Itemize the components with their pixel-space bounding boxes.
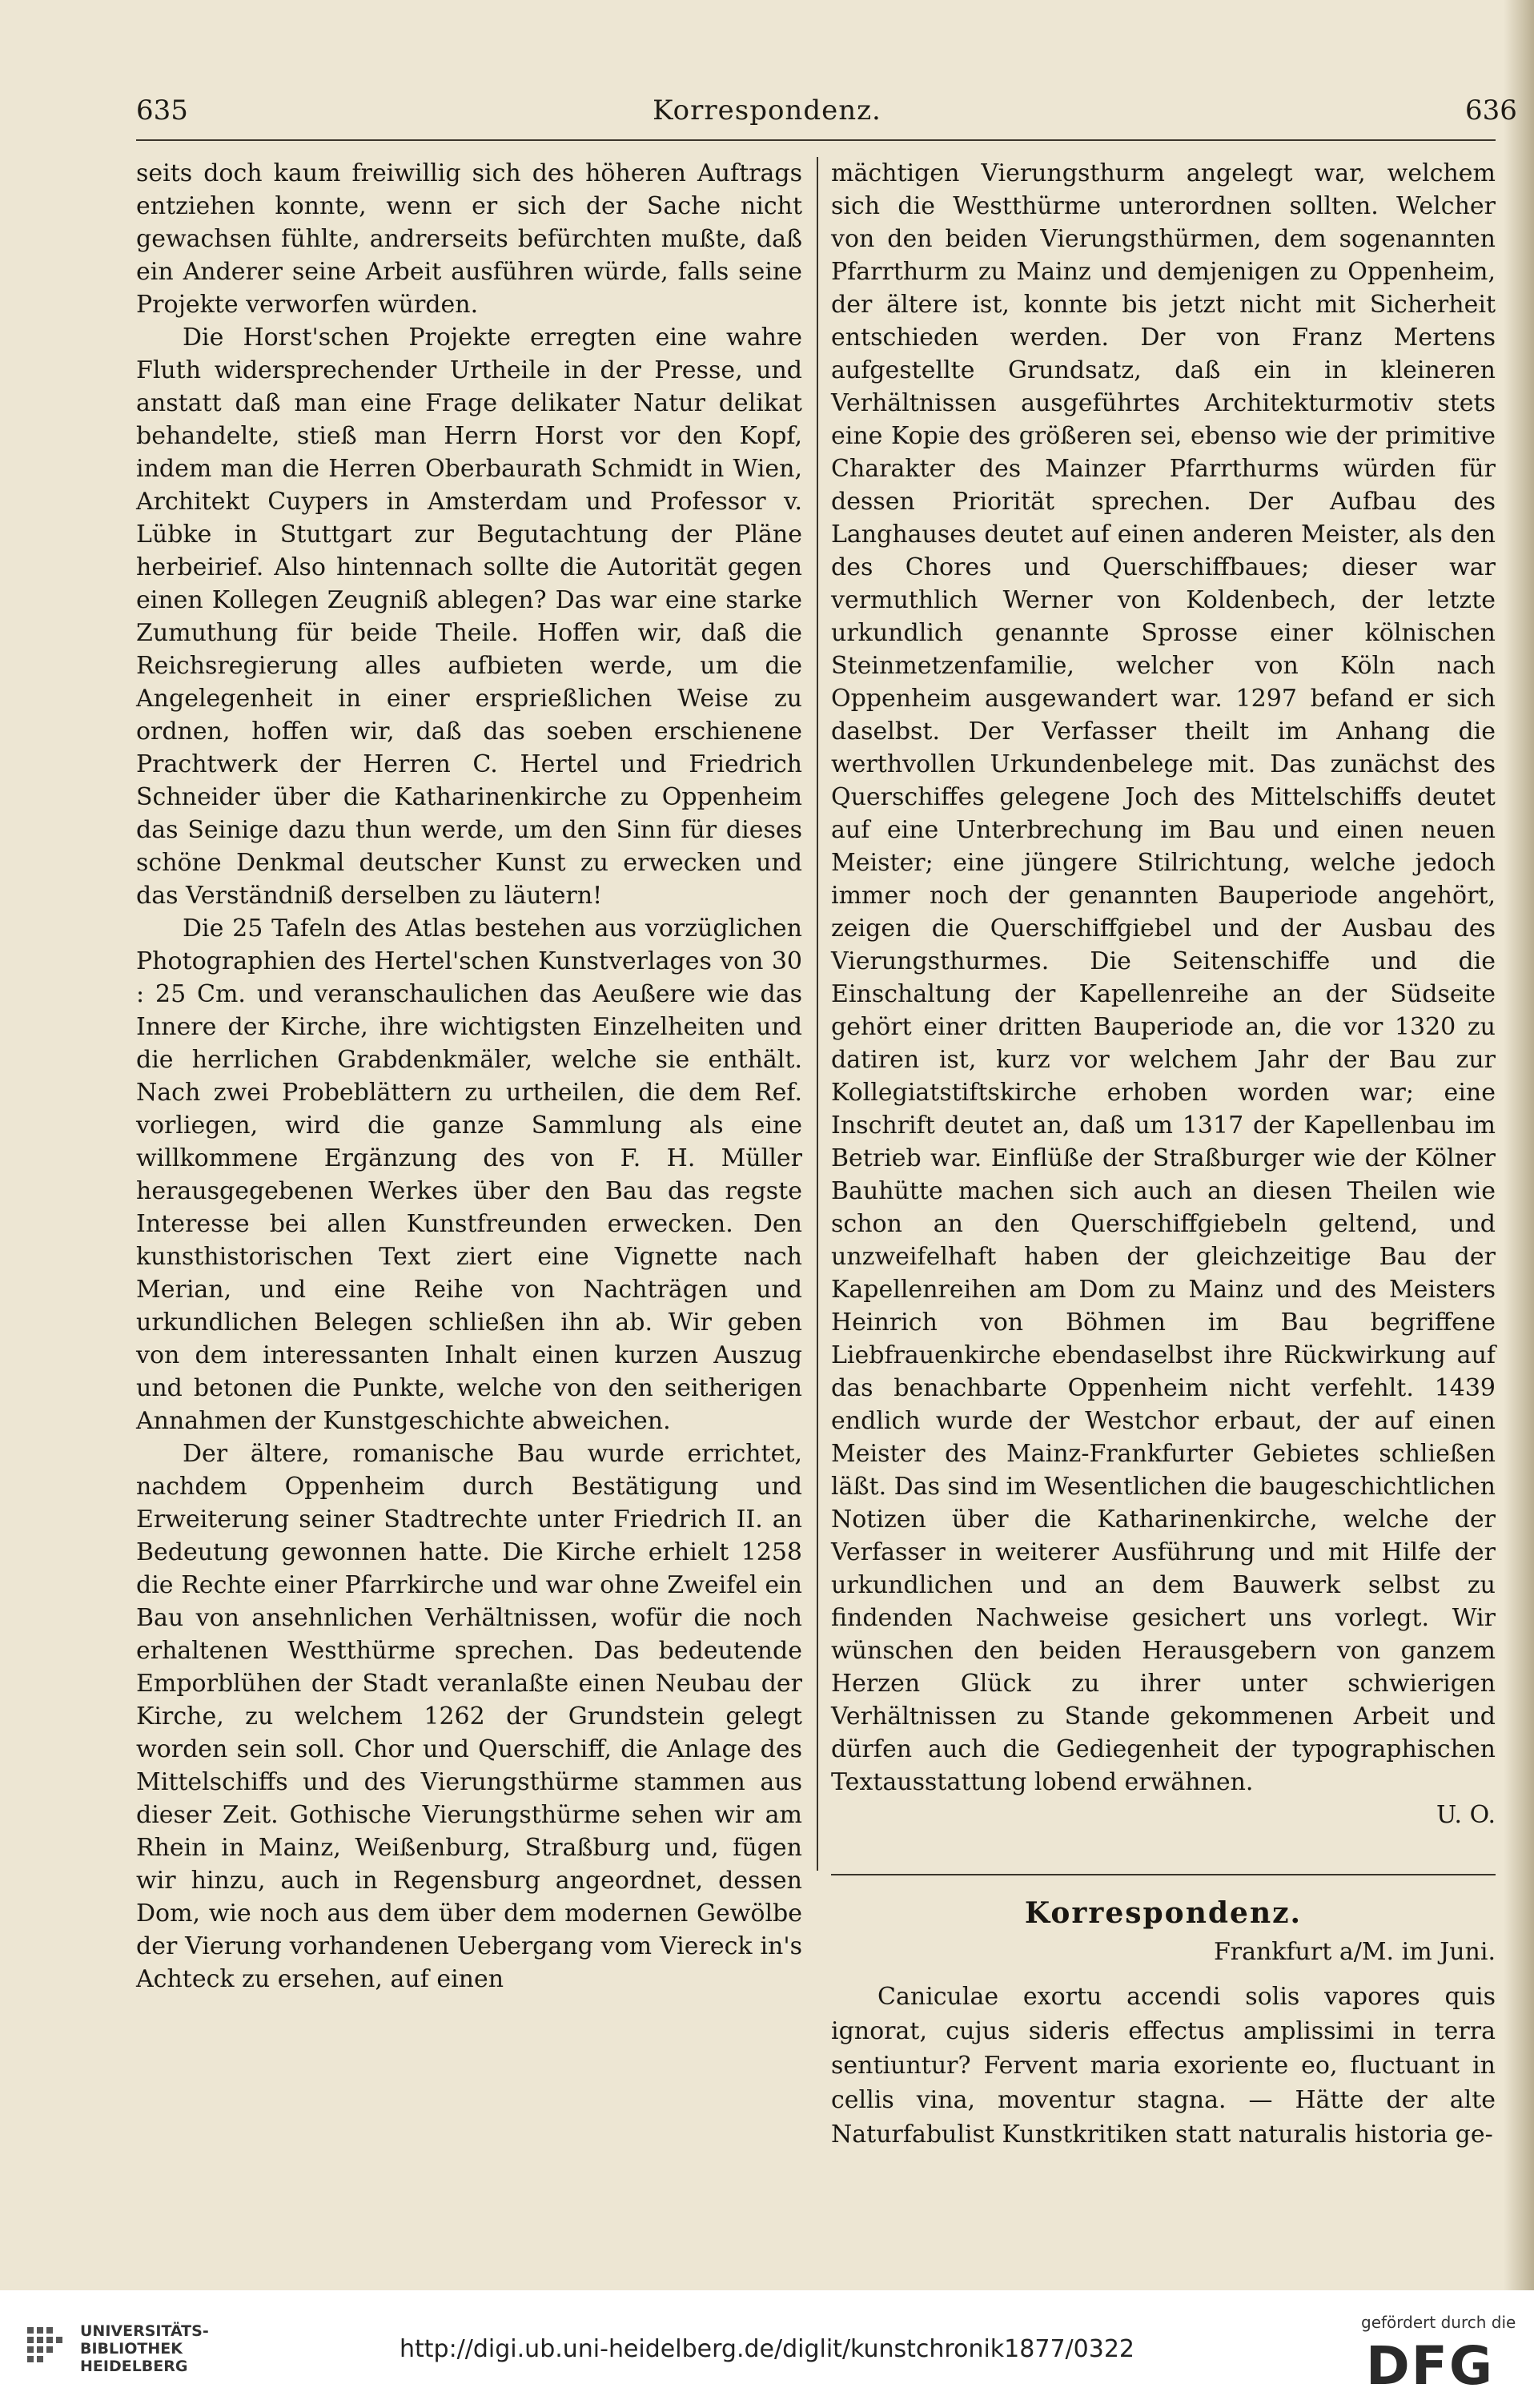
paragraph: Caniculae exortu accendi solis vapores quis ignorat, cujus sideris effectus amplissimi in terra sentiuntur? Fervent maria exoriente eo, fluctuant in cellis vina, moventur stagna. — Hätte der alte Naturfabulist Kunstkritiken statt naturalis historia ge- [831,1983,1496,2149]
section-body [831,1980,1496,2152]
page-edge-shadow [1504,0,1534,2290]
institution-line: HEIDELBERG [80,2358,188,2375]
paragraph: seits doch kaum freiwillig sich des höheren Auftrags entziehen konnte, wenn er sich der Sache nicht gewachsen fühlte, andrerseits befürchten mußte, daß ein Anderer seine Arbeit ausführen würde, falls seine Projekte verworfen würden. [136,159,802,319]
paragraph: Die 25 Tafeln des Atlas bestehen aus vorzüglichen Photographien des Hertel'schen Kunstverlages von 30 : 25 Cm. und veranschaulichen das Aeußere wie das Innere der Kirche, ihre wichtigsten Einzelheiten und die herrlichen Grabdenkmäler, welche sie enthält. Nach zwei Probeblättern zu urtheilen, die dem Ref. vorliegen, wird die ganze Sammlung als eine willkommene Ergänzung des von F. H. Müller herausgegebenen Werkes über den Bau das regste Interesse bei allen Kunstfreunden erwecken. Den kunsthistorischen Text ziert eine Vignette nach Merian, und eine Reihe von Nachträgen und urkundlichen Belegen schließen ihn ab. Wir geben von dem interessanten Inhalt einen kurzen Auszug und betonen die Punkte, welche von den seitherigen Annahmen der Kunstgeschichte abweichen. [136,915,802,1435]
section-title: Korrespondenz. [1024,1896,1303,1930]
institution-line: BIBLIOTHEK [80,2340,183,2358]
paragraph: Der ältere, romanische Bau wurde errichtet, nachdem Oppenheim durch Bestätigung und Erweiterung seiner Stadtrechte unter Friedrich II. an Bedeutung gewonnen hatte. Die Kirche erhielt 1258 die Rechte einer Pfarrkirche und war ohne Zweifel ein Bau von ansehnlichen Verhältnissen, wofür die noch erhaltenen Westthürme sprechen. Das bedeutende Emporblühen der Stadt veranlaßte einen Neubau der Kirche, zu welchem 1262 der Grundstein gelegt worden sein soll. Chor und Querschiff, die Anlage des Mittelschiffs und des Vierungsthürme stammen aus dieser Zeit. Gothische Vierungsthürme sehen wir am Rhein in Mainz, Weißenburg, Straßburg und, fügen wir hinzu, auch in Regensburg angeordnet, dessen Dom, wie noch aus dem über dem modernen Gewölbe der Vierung vorhandenen Uebergang vom Viereck in's Achteck zu ersehen, auf einen [136,1440,802,1993]
section-rule [831,1874,1496,1875]
institution-line: UNIVERSITÄTS- [80,2322,209,2340]
running-head: Korrespondenz. [653,94,881,127]
header-rule [136,139,1496,141]
signature: U. O. [1436,1801,1496,1829]
page-number-right: 636 [1465,94,1517,127]
page-number-left: 635 [136,94,188,127]
paragraph: mächtigen Vierungsthurm angelegt war, welchem sich die Westthürme unterordnen sollten. Welcher von den beiden Vierungsthürmen, dem sogenannten Pfarrthurm zu Mainz und demjenigen zu Oppenheim, der ältere ist, konnte bis jetzt nicht mit Sicherheit entschieden werden. Der von Franz Mertens aufgestellte Grundsatz, daß ein in kleineren Verhältnissen ausgeführtes Architekturmotiv stets eine Kopie des größeren sei, ebenso wie der primitive Charakter des Mainzer Pfarrthurms würden für dessen Priorität sprechen. Der Aufbau des Langhauses deutet auf einen anderen Meister, als den des Chores und Querschiffbaues; dieser war vermuthlich Werner von Koldenbech, der letzte urkundlich genannte Sprosse einer kölnischen Steinmetzenfamilie, welcher von Köln nach Oppenheim ausgewandert war. 1297 befand er sich daselbst. Der Verfasser theilt im Anhang die werthvollen Urkundenbelege mit. Das zunächst des Querschiffes gelegene Joch des Mittelschiffs deutet auf eine Unterbrechung im Bau und einen neuen Meister; eine jüngere Stilrichtung, welche jedoch immer noch der genannten Bauperiode angehört, zeigen die Querschiffgiebel und der Ausbau des Vierungsthurmes. Die Seitenschiffe und die Einschaltung der Kapellenreihe an der Südseite gehört einer dritten Bauperiode an, die vor 1320 zu datiren ist, kurz vor welchem Jahr der Bau zur Kollegiatstiftskirche erhoben worden war; eine Inschrift deutet an, daß um 1317 der Kapellenbau im Betrieb war. Einflüße der Straßburger wie der Kölner Bauhütte machen sich auch an diesen Theilen wie schon an den Querschiffgiebeln geltend, und unzweifelhaft haben der gleichzeitige Bau der Kapellenreihen am Dom zu Mainz und des Meisters Heinrich von Böhmen im Bau begriffene Liebfrauenkirche ebendaselbst ihre Rückwirkung auf das benachbarte Oppenheim nicht verfehlt. 1439 endlich wurde der Westchor erbaut, der auf einen Meister des Mainz-Frankfurter Gebietes schließen läßt. Das sind im Wesentlichen die baugeschichtlichen Notizen über die Katharinenkirche, welche der Verfasser in weiterer Ausführung und mit Hilfe der urkundlichen und an dem Bauwerk selbst zu findenden Nachweise gesichert uns vorlegt. Wir wünschen den beiden Herausgebern von ganzem Herzen Glück zu ihrer unter schwierigen Verhältnissen zu Stande gekommenen Arbeit und dürfen auch die Gediegenheit der typographischen Textausstattung lobend erwähnen. [831,159,1496,1796]
page-header [0,86,1534,135]
footer [0,2290,1534,2408]
column-divider [817,157,818,1871]
right-column [831,157,1496,1831]
funding-label: gefördert durch die [1361,2313,1516,2332]
dfg-logo: DFG [1366,2335,1495,2397]
dateline: Frankfurt a/M. im Juni. [1213,1938,1496,1966]
source-url-link[interactable]: http://digi.ub.uni-heidelberg.de/diglit/kunstchronik1877/0322 [399,2335,1134,2363]
paragraph: Die Horst'schen Projekte erregten eine wahre Fluth widersprechender Urtheile in der Presse, und anstatt daß man eine Frage delikater Natur delikat behandelte, stieß man Herrn Horst vor den Kopf, indem man die Herren Oberbaurath Schmidt in Wien, Architekt Cuypers in Amsterdam und Professor v. Lübke in Stuttgart zur Begutachtung der Pläne herbeirief. Also hintennach sollte die Autorität gegen einen Kollegen Zeugniß ablegen? Das war eine starke Zumuthung für beide Theile. Hoffen wir, daß die Reichsregierung alles aufbieten werde, um die Angelegenheit in einer ersprießlichen Weise zu ordnen, hoffen wir, daß das soeben erschienene Prachtwerk der Herren C. Hertel und Friedrich Schneider über die Katharinenkirche zu Oppenheim das Seinige dazu thun werde, um den Sinn für dieses schöne Denkmal deutscher Kunst zu erwecken und das Verständniß derselben zu läutern! [136,324,802,910]
left-column [136,157,802,1996]
